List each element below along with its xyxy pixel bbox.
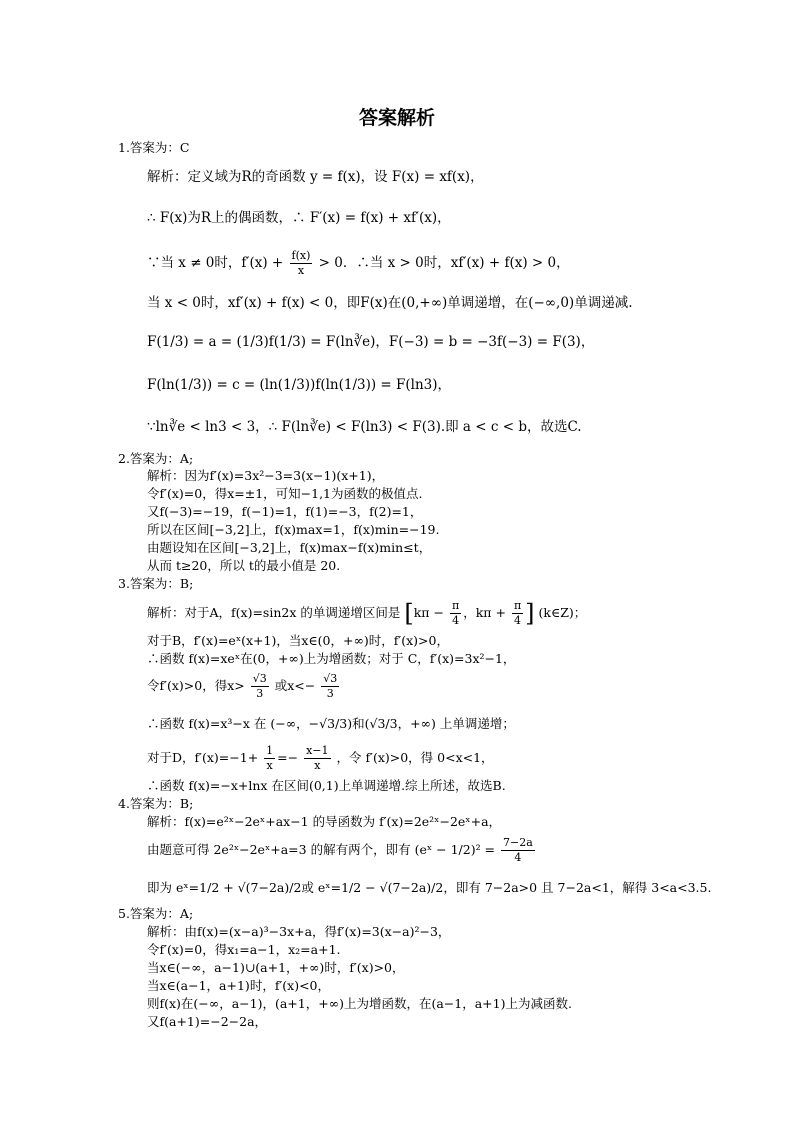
- q1-line3-fraction: $\frac{f(x)}{x}$: [291, 249, 311, 277]
- q4-line3-a: 即为 eˣ=: [147, 880, 200, 895]
- q3-pi-fraction-1: $\frac{\pi}{4}$: [451, 599, 460, 627]
- q2-line5: 由题设知在区间[−3,2]上，f(x)max−f(x)min≤t，: [147, 540, 432, 555]
- q1-line3-a: ∵当 x ≠ 0时，f′(x) +: [147, 255, 284, 271]
- q3-line1-a: 解析：对于A，f(x)=sin2x 的单调递增区间是: [147, 605, 401, 620]
- q2-line2: 令f′(x)=0，得x=±1，可知−1,1为函数的极值点.: [147, 486, 423, 501]
- q3-one-over-x-fraction: $\frac{1}{x}$: [266, 744, 274, 772]
- q5-line6: 又f(a+1)=−2−2a，: [147, 1014, 268, 1029]
- q5-line1: 解析：由f(x)=(x−a)³−3x+a，得f′(x)=3(x−a)²−3，: [147, 924, 451, 939]
- q5-line3: 当x∈(−∞，a−1)∪(a+1，+∞)时，f′(x)>0，: [147, 960, 405, 975]
- q1-line2: ∴ F(x)为R上的偶函数，∴ F′(x) = f(x) + xf′(x)，: [147, 210, 451, 226]
- q5-line2: 令f′(x)=0，得x₁=a−1，x₂=a+1.: [147, 942, 341, 957]
- q3-line1: [147, 595, 586, 631]
- q3-line6: [147, 740, 494, 776]
- q1-line7: ∵ln∛e < ln3 < 3，∴ F(ln∛e) < F(ln3) < F(3).即 a < c < b，故选C.: [147, 419, 582, 435]
- q4-line3-c: 或 eˣ=: [301, 880, 342, 895]
- left-bracket-icon: [: [404, 599, 414, 628]
- q4-line2-b: (eˣ − 1/2)² =: [414, 842, 496, 857]
- q3-line2: 对于B，f′(x)=eˣ(x+1)，当x∈(0，+∞)时，f′(x)>0，: [147, 633, 449, 648]
- q3-answer: 3.答案为：B;: [118, 576, 194, 591]
- q4-answer: 4.答案为：B;: [118, 796, 194, 811]
- q3-sqrt3-fraction-1: $\frac{√3}{3}$: [252, 672, 267, 700]
- q4-line3: [147, 876, 711, 900]
- q3-line1-b: kπ −: [413, 605, 444, 620]
- q2-answer: 2.答案为：A;: [118, 451, 194, 466]
- q3-line4-b: 或x<−: [274, 678, 316, 693]
- q1-line3-b: > 0．∴当 x > 0时，xf′(x) + f(x) > 0，: [318, 255, 570, 271]
- q4-line1: 解析：f(x)=e²ˣ−2eˣ+ax−1 的导函数为 f′(x)=2e²ˣ−2eˣ+a，: [147, 814, 502, 829]
- q2-line6: 从而 t≥20，所以 t的最小值是 20.: [147, 558, 341, 573]
- q3-line1-c: ，kπ +: [463, 605, 506, 620]
- q3-line6-b: =−: [277, 750, 299, 765]
- q1-line5: F(1/3) = a = (1/3)f(1/3) = F(ln∛e)，F(−3) = b = −3f(−3) = F(3)，: [147, 334, 595, 350]
- q5-answer: 5.答案为：A;: [118, 906, 194, 921]
- q4-line3-e: ，即有 7−2a>0 且 7−2a<1，解得 3<a<3.5.: [443, 880, 712, 895]
- q1-line3: [147, 245, 570, 281]
- q3-x-minus-one-fraction: $\frac{x-1}{x}$: [306, 744, 329, 772]
- q5-line4: 当x∈(a−1，a+1)时，f′(x)<0，: [147, 978, 331, 993]
- q3-line4-a: 令f′(x)>0，得x>: [147, 678, 245, 693]
- q3-line5: [147, 710, 515, 738]
- right-bracket-icon: ]: [525, 599, 535, 628]
- q3-line6-a: 对于D，f′(x)=−1+: [147, 750, 259, 765]
- q3-line6-c: ，令 f′(x)>0，得 0<x<1，: [336, 750, 494, 765]
- q3-sqrt3-fraction-2: $\frac{√3}{3}$: [323, 672, 338, 700]
- q2-line3: 又f(−3)=−19，f(−1)=1，f(1)=−3，f(2)=1，: [147, 504, 423, 519]
- q1-line1: 解析：定义域为R的奇函数 y = f(x)，设 F(x) = xf(x)，: [147, 169, 484, 185]
- q1-line6: F(ln(1/3)) = c = (ln(1/3))f(ln(1/3)) = F(ln3)，: [147, 377, 452, 393]
- q4-fraction: $\frac{7-2a}{4}$: [503, 836, 533, 864]
- q3-line5-b: (−∞，−√3/3)和(√3/3，+∞): [270, 716, 436, 731]
- q2-line1: 解析：因为f′(x)=3x²−3=3(x−1)(x+1)，: [147, 468, 385, 483]
- page-title: 答案解析: [358, 107, 435, 129]
- q3-line4: [147, 668, 341, 704]
- q1-line4: 当 x < 0时，xf′(x) + f(x) < 0，即F(x)在(0,+∞)单调递增，在(−∞,0)单调递减.: [147, 295, 633, 311]
- q3-line7: ∴函数 f(x)=−x+lnx 在区间(0,1)上单调递增.综上所述，故选B.: [147, 778, 506, 793]
- q3-pi-fraction-2: $\frac{\pi}{4}$: [513, 599, 522, 627]
- q3-line1-d: (k∈Z)；: [538, 605, 587, 620]
- q3-line5-a: ∴函数 f(x)=x³−x 在: [147, 716, 267, 731]
- q4-line3-b: 1/2 + √(7−2a)/2: [199, 880, 302, 895]
- q4-line2-a: 由题意可得 2e²ˣ−2eˣ+a=3 的解有两个，即有: [147, 842, 411, 857]
- q4-line3-d: 1/2 − √(7−2a)/2: [341, 880, 444, 895]
- q2-line4: 所以在区间[−3,2]上，f(x)max=1，f(x)min=−19.: [147, 522, 440, 537]
- q3-line5-c: 上单调递增；: [439, 716, 515, 731]
- q4-line2: [147, 832, 537, 868]
- q1-answer: 1.答案为：C: [118, 140, 190, 155]
- q5-line5: 则f(x)在(−∞，a−1)，(a+1，+∞)上为增函数，在(a−1，a+1)上为减函数.: [147, 996, 572, 1011]
- q3-line3: ∴函数 f(x)=xeˣ在(0，+∞)上为增函数；对于 C，f′(x)=3x²−1，: [147, 651, 516, 666]
